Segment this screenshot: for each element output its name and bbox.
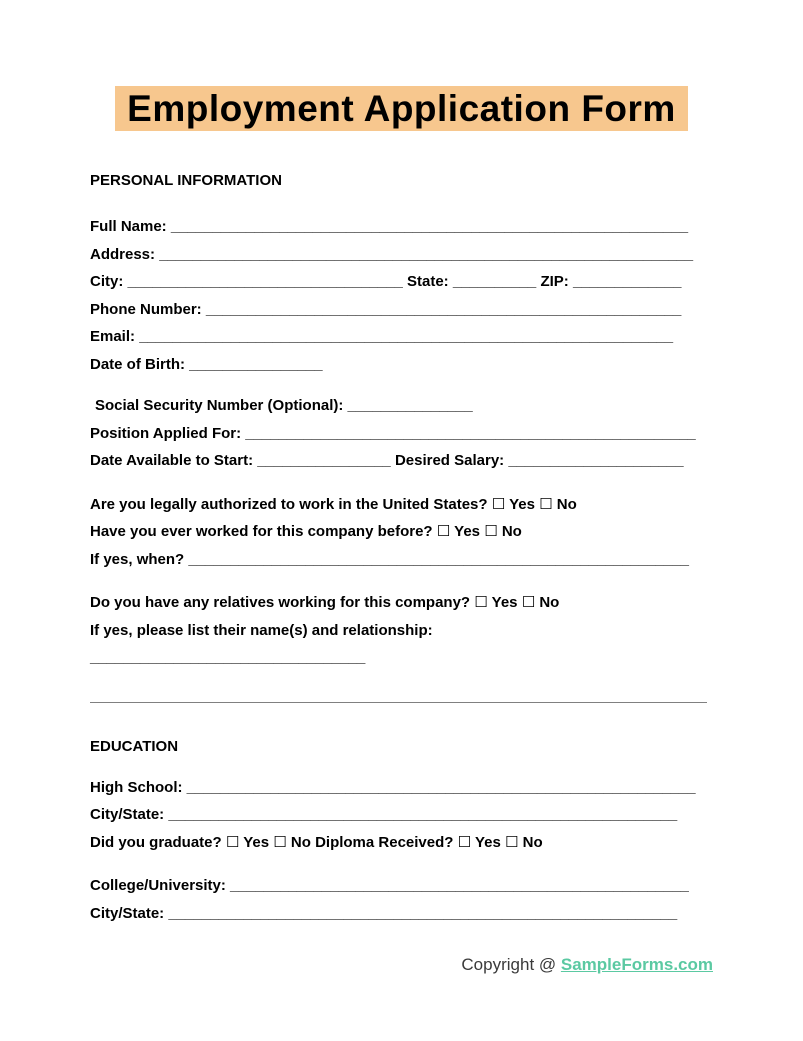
- worked-before-no-label: No: [501, 523, 522, 540]
- page-title: Employment Application Form: [115, 86, 688, 131]
- zip-blank-line: _____________: [572, 273, 682, 290]
- high-school-label: High School:: [90, 778, 183, 796]
- college-blank-line: _______________________________________________________: [230, 877, 689, 894]
- copyright-footer: [90, 951, 713, 978]
- date-available-label: Date Available to Start:: [90, 452, 254, 469]
- graduate-yes-label: Yes: [243, 833, 270, 851]
- college-row: [90, 872, 713, 900]
- desired-salary-label: Desired Salary:: [394, 452, 505, 469]
- diploma-question-text: Diploma Received?: [315, 833, 454, 851]
- email-blank-line: ________________________________________________________________: [139, 328, 674, 345]
- email-row: [90, 323, 713, 351]
- authorized-yes-label: Yes: [509, 495, 535, 513]
- authorized-no-checkbox-icon: ☐: [539, 494, 553, 513]
- if-yes-when-label: If yes, when?: [90, 550, 185, 568]
- hs-city-state-label: City/State:: [90, 806, 165, 823]
- authorized-no-label: No: [556, 495, 577, 513]
- phone-row: [90, 296, 713, 324]
- address-row: [90, 241, 713, 269]
- state-blank-line: __________: [452, 273, 537, 290]
- worked-before-question-row: [90, 518, 713, 546]
- high-school-fields-group: [90, 774, 713, 857]
- hs-city-state-row: [90, 801, 713, 829]
- eligibility-questions-group: [90, 491, 713, 574]
- zip-label: ZIP:: [540, 273, 569, 290]
- section-heading-personal-information: PERSONAL INFORMATION: [90, 172, 282, 189]
- title-band: [90, 0, 713, 131]
- high-school-row: [90, 774, 713, 802]
- relatives-blank-line: _________________________________: [90, 649, 366, 666]
- position-applied-blank-line: ______________________________________________________: [245, 424, 696, 442]
- relatives-blank-row: [90, 644, 713, 672]
- relatives-list-label-row: [90, 617, 713, 645]
- phone-blank-line: _________________________________________________________: [205, 300, 682, 318]
- relatives-no-label: No: [539, 594, 560, 611]
- worked-before-yes-label: Yes: [454, 523, 481, 540]
- graduate-no-checkbox-icon: ☐: [273, 832, 287, 851]
- relatives-yes-checkbox-icon: ☐: [474, 593, 488, 611]
- full-name-blank-line: ______________________________________________________________: [170, 218, 689, 235]
- worked-before-no-checkbox-icon: ☐: [484, 522, 498, 540]
- phone-label: Phone Number:: [90, 300, 202, 318]
- date-available-blank-line: ________________: [257, 452, 391, 469]
- date-available-salary-row: [90, 447, 713, 475]
- graduate-yes-checkbox-icon: ☐: [225, 832, 240, 851]
- contact-fields-group: [90, 213, 713, 351]
- date-of-birth-blank-line: ________________: [189, 355, 323, 373]
- relatives-no-checkbox-icon: ☐: [521, 593, 536, 611]
- diploma-yes-label: Yes: [474, 833, 501, 851]
- college-city-state-label: City/State:: [90, 904, 165, 922]
- city-blank-line: _________________________________: [127, 273, 403, 290]
- position-applied-row: [90, 420, 713, 448]
- relatives-list-label: If yes, please list their name(s) and relationship:: [90, 621, 433, 639]
- full-name-label: Full Name:: [90, 218, 167, 235]
- hs-city-state-blank-line: _____________________________________________________________: [168, 806, 678, 823]
- worked-before-yes-checkbox-icon: ☐: [436, 522, 451, 540]
- full-name-row: [90, 213, 713, 241]
- relatives-questions-group: [90, 589, 713, 644]
- if-yes-when-blank-line: ____________________________________________________________: [188, 550, 689, 568]
- relatives-question-row: [90, 589, 713, 617]
- sampleforms-link[interactable]: SampleForms.com: [560, 955, 713, 974]
- date-of-birth-label: Date of Birth:: [90, 355, 185, 373]
- ssn-row: [90, 392, 713, 420]
- if-yes-when-row: [90, 546, 713, 574]
- diploma-yes-checkbox-icon: ☐: [457, 832, 472, 851]
- position-fields-group: [90, 392, 713, 475]
- position-applied-label: Position Applied For:: [90, 424, 242, 442]
- graduate-diploma-row: [90, 829, 713, 857]
- relatives-yes-label: Yes: [491, 594, 518, 611]
- section-heading-education: EDUCATION: [90, 737, 179, 755]
- college-label: College/University:: [90, 877, 226, 894]
- divider-line: [90, 702, 707, 703]
- graduate-no-label: No: [290, 833, 311, 851]
- relatives-question-text: Do you have any relatives working for this company?: [90, 594, 471, 611]
- city-label: City:: [90, 273, 124, 290]
- authorized-yes-checkbox-icon: ☐: [491, 494, 506, 513]
- diploma-no-checkbox-icon: ☐: [505, 832, 519, 851]
- date-of-birth-row: [90, 351, 713, 379]
- ssn-blank-line: _______________: [347, 397, 473, 414]
- college-city-state-row: [90, 900, 713, 928]
- authorized-question-row: [90, 491, 713, 519]
- ssn-label: Social Security Number (Optional):: [95, 397, 344, 414]
- copyright-text: Copyright @: [461, 955, 557, 974]
- diploma-no-label: No: [522, 833, 543, 851]
- email-label: Email:: [90, 328, 136, 345]
- state-label: State:: [406, 273, 449, 290]
- address-blank-line: ________________________________________________________________: [159, 245, 694, 263]
- college-fields-group: [90, 872, 713, 927]
- authorized-question-text: Are you legally authorized to work in the United States?: [90, 495, 488, 513]
- address-label: Address:: [90, 245, 156, 263]
- college-city-state-blank-line: _____________________________________________________________: [168, 904, 678, 922]
- desired-salary-blank-line: _____________________: [508, 452, 684, 469]
- city-state-zip-row: [90, 268, 713, 296]
- high-school-blank-line: _____________________________________________________________: [186, 778, 696, 796]
- graduate-question-text: Did you graduate?: [90, 833, 222, 851]
- worked-before-question-text: Have you ever worked for this company before?: [90, 523, 433, 540]
